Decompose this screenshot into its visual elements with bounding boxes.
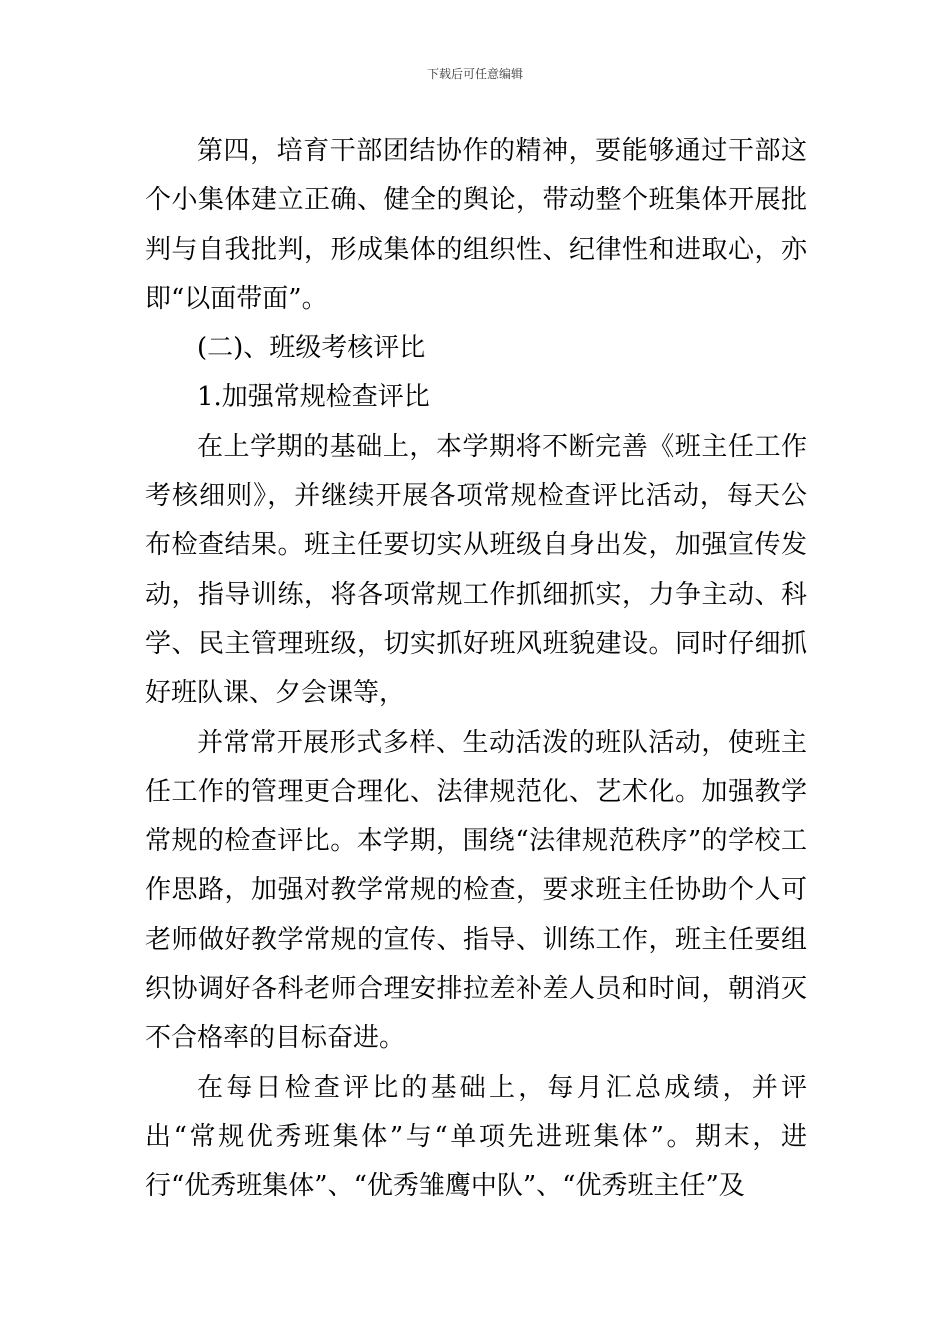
subsection-heading-routine-inspection: 1.加强常规检查评比 (197, 382, 430, 413)
page-header: 下载后可任意编辑 (426, 67, 523, 81)
paragraph-assessment-rules: 在上学期的基础上，本学期将不断完善《班主任工作考核细则》，并继续开展各项常规检查评比活动，每天公布检查结果。班主任要切实从班级自身出发，加强宣传发动，指导训练，将各项常规工作抓细抓实，力争主动、科学、民主管理班级，切实抓好班风班貌建设。同时仔细抓好班队课、夕会课等， (145, 431, 807, 709)
document-body (145, 127, 807, 1212)
paragraph-cadre-cooperation: 第四，培育干部团结协作的精神，要能够通过干部这个小集体建立正确、健全的舆论，带动整个班集体开展批判与自我批判，形成集体的组织性、纪律性和进取心，亦即“以面带面”。 (145, 136, 807, 314)
paragraph-class-activities: 并常常开展形式多样、生动活泼的班队活动，使班主任工作的管理更合理化、法律规范化、艺术化。加强教学常规的检查评比。本学期，围绕“法律规范秩序”的学校工作思路，加强对教学常规的检查，要求班主任协助个人可老师做好教学常规的宣传、指导、训练工作，班主任要组织协调好各科老师合理安排拉差补差人员和时间，朝消灭不合格率的目标奋进。 (145, 727, 807, 1054)
paragraph-monthly-summary: 在每日检查评比的基础上，每月汇总成绩，并评出“常规优秀班集体”与“单项先进班集体”。期末，进行“优秀班集体”、“优秀雏鹰中队”、“优秀班主任”及 (145, 1072, 807, 1202)
section-heading-class-assessment: (二)、班级考核评比 (197, 333, 426, 364)
